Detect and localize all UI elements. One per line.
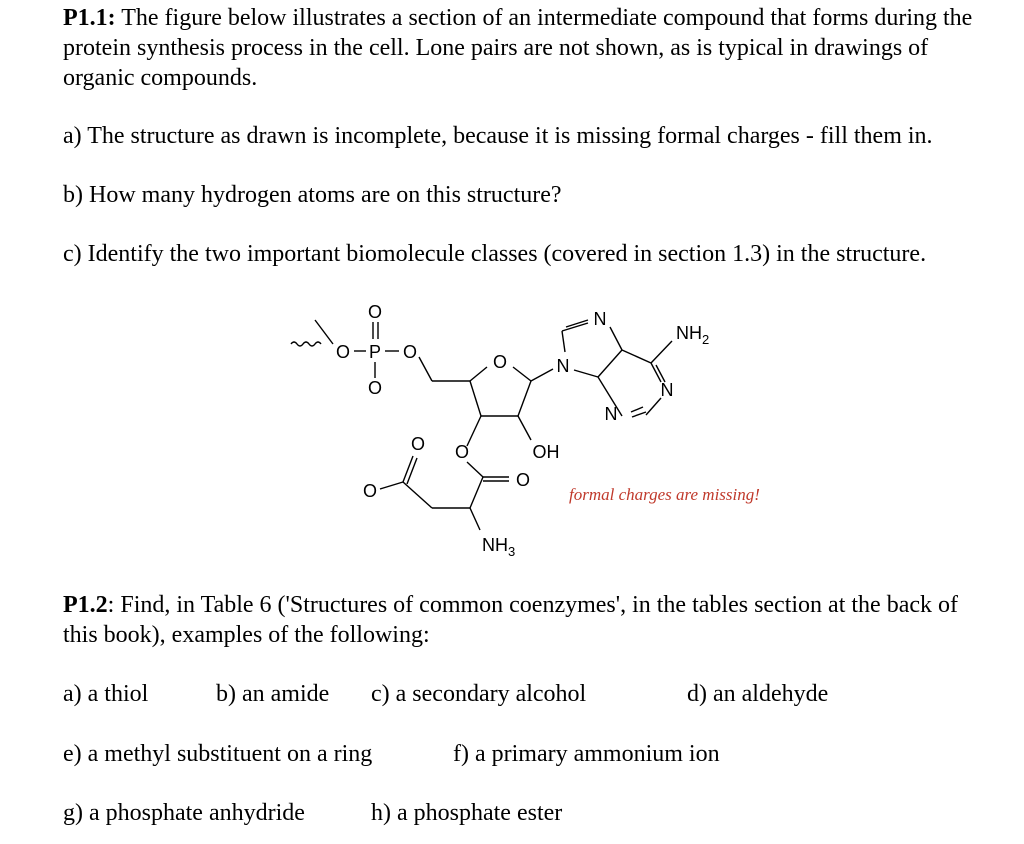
- p12-intro-text: : Find, in Table 6 ('Structures of common coenzymes', in the tables section at the back of this book), examples of the following:: [63, 592, 958, 648]
- p12-item-f: f) a primary ammonium ion: [453, 741, 720, 767]
- p12-item-b: b) an amide: [216, 681, 330, 707]
- atom-o-bottom: O: [367, 378, 383, 398]
- p11-question-b: b) How many hydrogen atoms are on this structure?: [63, 182, 562, 208]
- nh3-label: NH: [482, 535, 508, 555]
- atom-p: P: [368, 342, 382, 362]
- p12-item-c: c) a secondary alcohol: [371, 681, 587, 707]
- atom-o-top: O: [367, 302, 383, 322]
- atom-n1: N: [660, 380, 674, 400]
- wavy-bond: [291, 342, 321, 346]
- atom-o-carbonyl: O: [515, 470, 531, 490]
- atom-o-carboxyl: O: [362, 481, 378, 501]
- atom-o-left: O: [335, 342, 351, 362]
- atom-n7: N: [593, 309, 607, 329]
- atom-o-ring: O: [492, 352, 508, 372]
- p11-question-c: c) Identify the two important biomolecule classes (covered in section 1.3) in the structure.: [63, 241, 927, 267]
- atom-oh: OH: [532, 442, 560, 462]
- atom-nh2: [676, 323, 709, 347]
- structure-atoms: [336, 302, 709, 559]
- nh2-label: NH: [676, 323, 702, 343]
- atom-n9: N: [556, 356, 570, 376]
- p12-item-h: h) a phosphate ester: [371, 800, 563, 826]
- p12-item-e: e) a methyl substituent on a ring: [63, 741, 373, 767]
- p12-item-a: a) a thiol: [63, 681, 149, 707]
- p12-heading: P1.2: [63, 592, 108, 618]
- atom-n3: N: [604, 404, 618, 424]
- p11-question-a: a) The structure as drawn is incomplete, because it is missing formal charges - fill them in.: [63, 123, 933, 149]
- atom-o-carbonyl-top: O: [410, 434, 426, 454]
- bond: [315, 320, 333, 344]
- atom-o-ester: O: [454, 442, 470, 462]
- p12-intro: [63, 590, 993, 650]
- formal-charges-note: formal charges are missing!: [569, 485, 760, 504]
- p12-item-d: d) an aldehyde: [687, 681, 829, 707]
- atom-o-right: O: [402, 342, 418, 362]
- nh3-subscript: 3: [508, 544, 516, 559]
- p12-item-g: g) a phosphate anhydride: [63, 800, 305, 826]
- p11-heading: P1.1:: [63, 5, 116, 31]
- p11-intro-text: The figure below illustrates a section of an intermediate compound that forms during the protein synthesis process in the cell. Lone pairs are not shown, as is typical in drawings of organic compounds.: [63, 5, 973, 91]
- nh2-subscript: 2: [702, 332, 710, 347]
- atom-nh3: [482, 535, 515, 559]
